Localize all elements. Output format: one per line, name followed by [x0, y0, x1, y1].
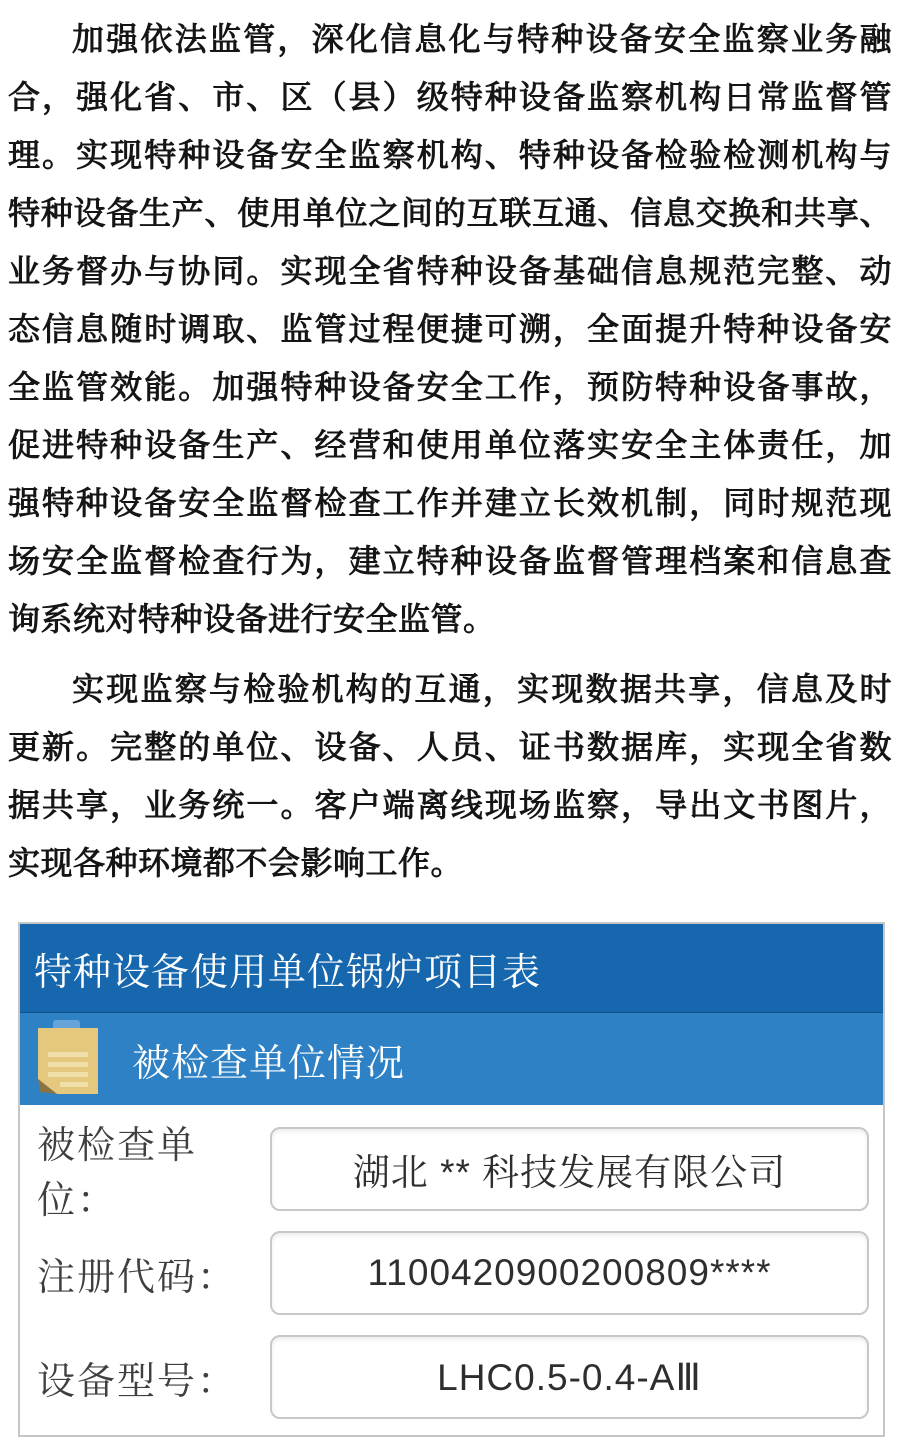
paragraph	[8, 10, 892, 648]
text-line: 促进特种设备生产、经营和使用单位落实安全主体责任，加	[8, 427, 892, 463]
boiler-form-screenshot	[18, 922, 885, 1437]
device-model-value: LHC0.5-0.4-AⅢ	[437, 1356, 702, 1398]
field-row-inspected-unit	[20, 1125, 883, 1222]
text-line: 场安全监督检查行为，建立特种设备监督管理档案和信息查	[8, 543, 892, 579]
text-line: 特种设备生产、使用单位之间的互联互通、信息交换和共享、	[8, 195, 892, 231]
section-header	[20, 1013, 883, 1105]
text-line: 理。实现特种设备安全监察机构、特种设备检验检测机构与	[8, 137, 892, 173]
form-title-bar	[20, 924, 883, 1013]
text-line: 合，强化省、市、区（县）级特种设备监察机构日常监督管	[8, 79, 892, 115]
text-line: 强特种设备安全监督检查工作并建立长效机制，同时规范现	[8, 485, 892, 521]
inspected-unit-input[interactable]	[270, 1127, 869, 1211]
registration-code-label: 注册代码：	[37, 1256, 238, 1299]
inspected-unit-value: 湖北 ** 科技发展有限公司	[352, 1152, 787, 1193]
text-line: 加强依法监管，深化信息化与特种设备安全监察业务融	[72, 21, 892, 57]
device-model-input[interactable]	[270, 1335, 869, 1419]
form-fields	[20, 1105, 883, 1435]
registration-code-input[interactable]	[270, 1231, 869, 1315]
form-title: 特种设备使用单位锅炉项目表	[34, 951, 542, 994]
device-model-label: 设备型号：	[37, 1360, 238, 1403]
section-title: 被检查单位情况	[132, 1042, 406, 1085]
paragraph	[8, 660, 892, 892]
text-line: 实现各种环境都不会影响工作。	[8, 845, 464, 881]
inspected-unit-label: 被检查单位：	[37, 1125, 198, 1222]
text-line: 全监管效能。加强特种设备安全工作，预防特种设备事故，	[8, 369, 892, 405]
text-line: 实现监察与检验机构的互通，实现数据共享，信息及时	[72, 671, 892, 707]
text-line: 询系统对特种设备进行安全监管。	[8, 601, 496, 637]
text-line: 据共享，业务统一。客户端离线现场监察，导出文书图片，	[8, 787, 892, 823]
note-icon	[32, 1020, 104, 1102]
text-line: 更新。完整的单位、设备、人员、证书数据库，实现全省数	[8, 729, 892, 765]
text-line: 业务督办与协同。实现全省特种设备基础信息规范完整、动	[8, 253, 892, 289]
field-row-registration-code	[20, 1231, 883, 1315]
field-row-device-model	[20, 1335, 883, 1419]
registration-code-value: 1100420900200809****	[367, 1252, 772, 1293]
text-line: 态信息随时调取、监管过程便捷可溯，全面提升特种设备安	[8, 311, 892, 347]
